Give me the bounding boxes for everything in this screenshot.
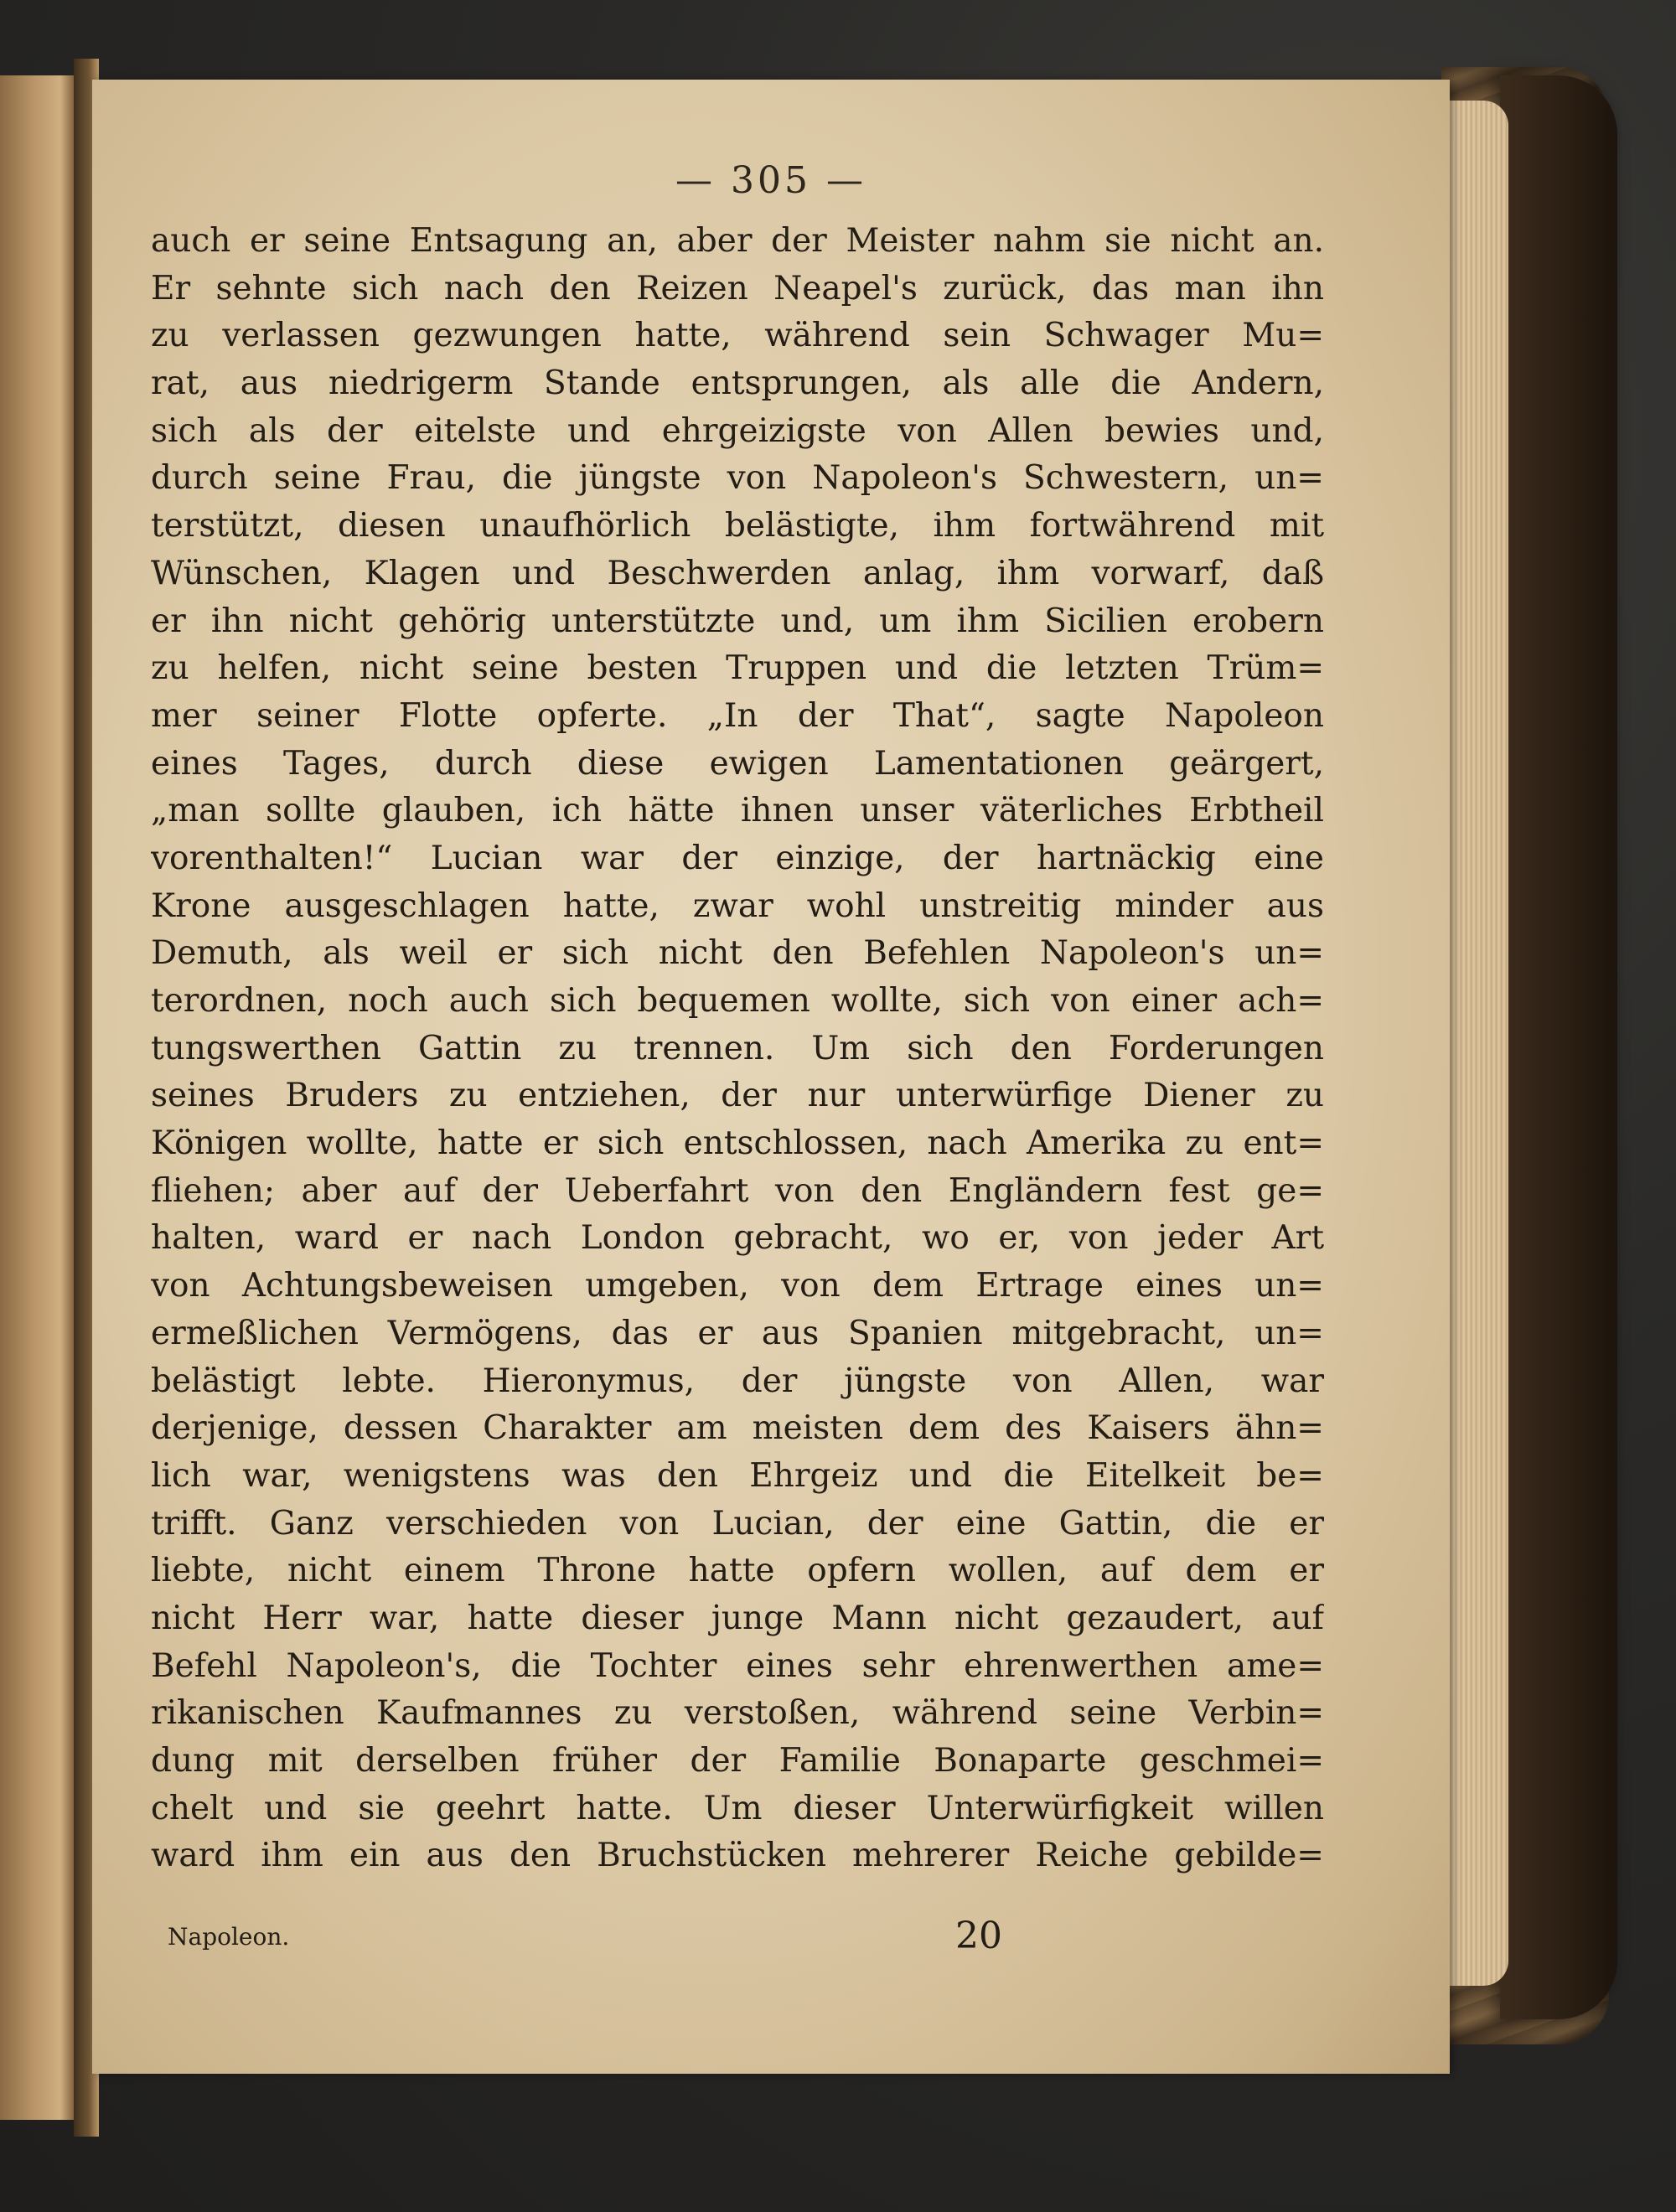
signature-number: 20 bbox=[955, 1915, 1002, 1957]
text-line: Krone ausgeschlagen hatte, zwar wohl unstreitig minder aus bbox=[151, 886, 1324, 925]
text-line: halten, ward er nach London gebracht, wo er, von jeder Art bbox=[151, 1219, 1324, 1258]
text-line: seines Bruders zu entziehen, der nur unterwürfige Diener zu bbox=[151, 1077, 1324, 1115]
text-line: vorenthalten!“ Lucian war der einzige, der hartnäckig eine bbox=[151, 839, 1324, 877]
text-line: derjenige, dessen Charakter am meisten dem des Kaisers ähn= bbox=[151, 1409, 1324, 1448]
text-line: Demuth, als weil er sich nicht den Befehlen Napoleon's un= bbox=[151, 934, 1324, 973]
text-line: lich war, wenigstens was den Ehrgeiz und die Eitelkeit be= bbox=[151, 1456, 1324, 1495]
text-line: dung mit derselben früher der Familie Bonaparte geschmei= bbox=[151, 1742, 1324, 1780]
text-line: rat, aus niedrigerm Stande entsprungen, als alle die Andern, bbox=[151, 364, 1324, 403]
text-line: eines Tages, durch diese ewigen Lamentationen geärgert, bbox=[151, 744, 1324, 783]
text-line: Königen wollte, hatte er sich entschlossen, nach Amerika zu ent= bbox=[151, 1124, 1324, 1163]
text-line: Befehl Napoleon's, die Tochter eines sehr ehrenwerthen ame= bbox=[151, 1646, 1324, 1685]
text-line: belästigt lebte. Hieronymus, der jüngste von Allen, war bbox=[151, 1362, 1324, 1400]
text-line: terordnen, noch auch sich bequemen wollte, sich von einer ach= bbox=[151, 982, 1324, 1020]
text-line: mer seiner Flotte opferte. „In der That“, sagte Napoleon bbox=[151, 696, 1324, 735]
text-line: auch er seine Entsagung an, aber der Meister nahm sie nicht an. bbox=[151, 222, 1324, 260]
book-cover-edge bbox=[1500, 75, 1617, 2019]
text-line: terstützt, diesen unaufhörlich belästigte, ihm fortwährend mit bbox=[151, 507, 1324, 545]
text-line: ward ihm ein aus den Bruchstücken mehrerer Reiche gebilde= bbox=[151, 1837, 1324, 1875]
text-line: durch seine Frau, die jüngste von Napoleon's Schwestern, un= bbox=[151, 459, 1324, 498]
text-line: tungswerthen Gattin zu trennen. Um sich den Forderungen bbox=[151, 1029, 1324, 1067]
text-line: fliehen; aber auf der Ueberfahrt von den Engländern fest ge= bbox=[151, 1171, 1324, 1210]
book-page bbox=[92, 80, 1450, 2074]
text-line: sich als der eitelste und ehrgeizigste von Allen bewies und, bbox=[151, 411, 1324, 450]
text-line: „man sollte glauben, ich hätte ihnen unser väterliches Erbtheil bbox=[151, 792, 1324, 830]
page-footer bbox=[151, 1915, 1324, 1965]
page-body-text bbox=[151, 218, 1324, 1880]
previous-page-edge bbox=[0, 75, 78, 2120]
page-number-header: — 305 — bbox=[675, 159, 866, 202]
text-line: liebte, nicht einem Throne hatte opfern wollen, auf dem er bbox=[151, 1552, 1324, 1590]
text-line: ermeßlichen Vermögens, das er aus Spanien mitgebracht, un= bbox=[151, 1314, 1324, 1352]
text-line: zu verlassen gezwungen hatte, während sein Schwager Mu= bbox=[151, 317, 1324, 355]
text-line: rikanischen Kaufmannes zu verstoßen, während seine Verbin= bbox=[151, 1694, 1324, 1733]
text-line: trifft. Ganz verschieden von Lucian, der eine Gattin, die er bbox=[151, 1504, 1324, 1543]
text-line: nicht Herr war, hatte dieser junge Mann nicht gezaudert, auf bbox=[151, 1599, 1324, 1637]
text-line: er ihn nicht gehörig unterstützte und, um ihm Sicilien erobern bbox=[151, 602, 1324, 640]
text-line: chelt und sie geehrt hatte. Um dieser Unterwürfigkeit willen bbox=[151, 1789, 1324, 1827]
text-line: zu helfen, nicht seine besten Truppen und die letzten Trüm= bbox=[151, 649, 1324, 688]
text-line: Er sehnte sich nach den Reizen Neapel's zurück, das man ihn bbox=[151, 269, 1324, 308]
text-line: von Achtungsbeweisen umgeben, von dem Ertrage eines un= bbox=[151, 1267, 1324, 1305]
text-line: Wünschen, Klagen und Beschwerden anlag, ihm vorwarf, daß bbox=[151, 554, 1324, 592]
signature-mark: Napoleon. bbox=[168, 1923, 290, 1951]
